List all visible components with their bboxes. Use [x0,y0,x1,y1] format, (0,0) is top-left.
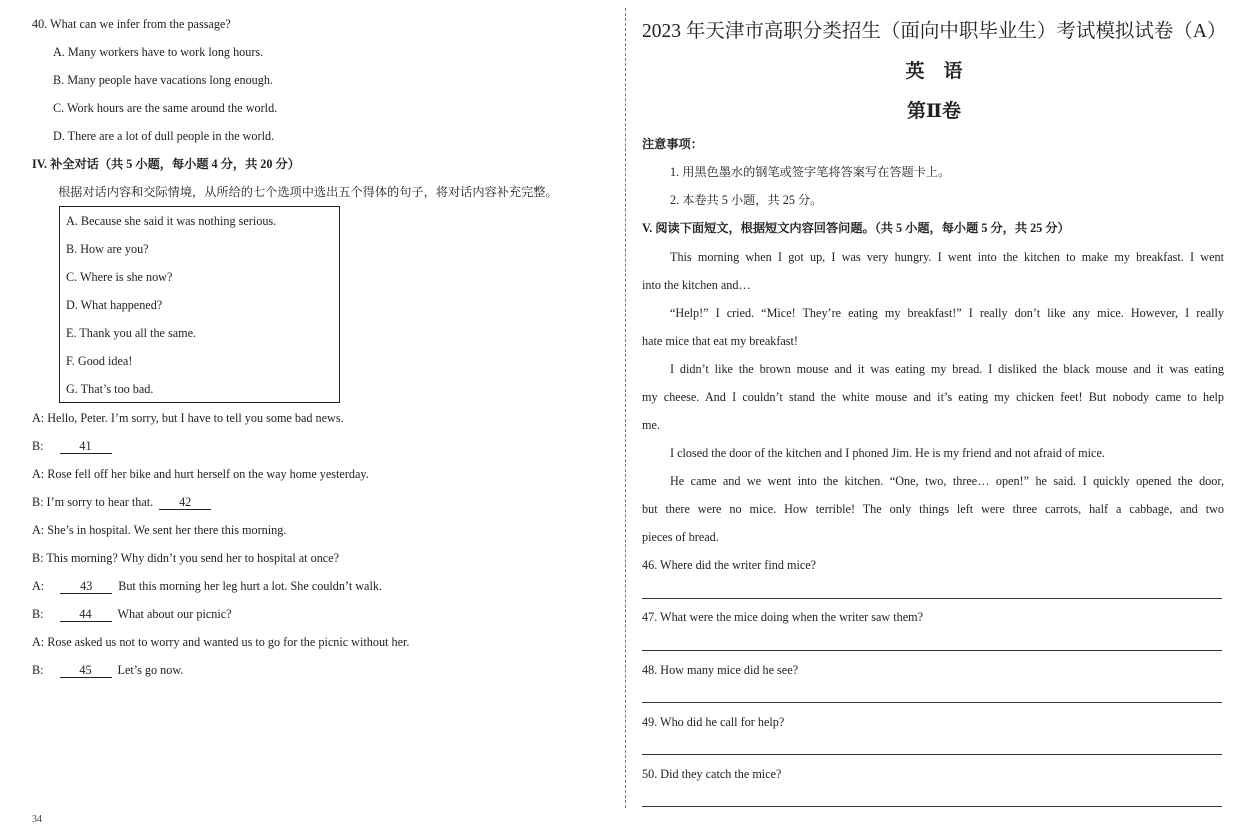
blank-44: 44 [60,607,112,622]
passage-line: I closed the door of the kitchen and I phoned Jim. He is my friend and not afraid of mice. [670,446,1105,460]
passage-line: This morning when I got up, I was very hungry. I went into the kitchen to make my breakfast. I went [670,250,1224,264]
question-48: 48. How many mice did he see? [642,663,799,677]
passage-line: but there were no mice. How terrible! The only things left were three carrots, half a cabbage, and two [642,502,1224,516]
answer-line-49[interactable] [642,754,1222,755]
passage-line: into the kitchen and… [642,278,751,292]
answer-line-50[interactable] [642,806,1222,807]
notice-item: 1. 用黑色墨水的钢笔或签字笔将答案写在答题卡上。 [670,165,951,179]
dialogue-line: B: 41 [32,438,118,454]
question-40-option-d: D. There are a lot of dull people in the world. [53,129,275,143]
notice-title: 注意事项： [642,137,703,151]
dialogue-line: A: 43 But this morning her leg hurt a lot. She couldn’t walk. [32,579,382,593]
choice-e: E. Thank you all the same. [66,326,197,340]
answer-line-47[interactable] [642,650,1222,651]
volume-title: 第Ⅱ卷 [906,101,961,122]
passage-line: my cheese. And I couldn’t stand the white mouse and it’s eating my chicken feet! But nobody came to help [642,390,1224,404]
choice-f: F. Good idea! [66,354,133,368]
passage-line: pieces of bread. [642,530,719,544]
section-4-instruction: 根据对话内容和交际情境，从所给的七个选项中选出五个得体的句子，将对话内容补充完整。 [58,185,558,199]
dialogue-line: A: She’s in hospital. We sent her there this morning. [32,523,287,537]
question-47: 47. What were the mice doing when the writer saw them? [642,610,924,624]
page-divider [625,8,626,808]
dialogue-line: A: Rose fell off her bike and hurt herself on the way home yesterday. [32,467,369,481]
section-5-title: V. 阅读下面短文，根据短文内容回答问题。（共 5 小题，每小题 5 分，共 25 分） [642,221,1070,235]
passage-line: me. [642,418,660,432]
dialogue-line: B: I’m sorry to hear that. 42 [32,494,217,510]
dialogue-line: B: This morning? Why didn’t you send her to hospital at once? [32,551,340,565]
passage-line: hate mice that eat my breakfast! [642,334,798,348]
choice-g: G. That’s too bad. [66,382,154,396]
blank-43: 43 [60,579,112,594]
answer-line-46[interactable] [642,598,1222,599]
passage-line: I didn’t like the brown mouse and it was eating my bread. I disliked the black mouse and it was eating [670,362,1224,376]
passage-line: “Help!” I cried. “Mice! They’re eating my breakfast!” I really don’t like any mice. However, I really [670,306,1224,320]
blank-41: 41 [60,439,112,454]
dialogue-line: B: 45 Let’s go now. [32,663,184,677]
notice-item: 2. 本卷共 5 小题，共 25 分。 [670,193,823,207]
choice-d: D. What happened? [66,298,163,312]
subject-title: 英 语 [905,61,963,82]
dialogue-line: B: 44 What about our picnic? [32,607,232,621]
question-40-option-b: B. Many people have vacations long enough. [53,73,273,87]
choice-a: A. Because she said it was nothing serious. [66,214,277,228]
dialogue-line: A: Rose asked us not to worry and wanted us to go for the picnic without her. [32,635,410,649]
passage-line: He came and we went into the kitchen. “One, two, three… open!” he said. I quickly opened the door, [670,474,1224,488]
question-40-stem: 40. What can we infer from the passage? [32,17,231,31]
question-40-option-a: A. Many workers have to work long hours. [53,45,264,59]
answer-line-48[interactable] [642,702,1222,703]
question-46: 46. Where did the writer find mice? [642,558,817,572]
choice-b: B. How are you? [66,242,149,256]
page-number: 34 [32,814,42,825]
section-4-title: IV. 补全对话（共 5 小题，每小题 4 分，共 20 分） [32,157,300,171]
choice-c: C. Where is she now? [66,270,173,284]
question-49: 49. Who did he call for help? [642,715,785,729]
exam-title: 2023 年天津市高职分类招生（面向中职毕业生）考试模拟试卷（A） [642,21,1227,42]
dialogue-line: A: Hello, Peter. I’m sorry, but I have to tell you some bad news. [32,411,344,425]
question-40-option-c: C. Work hours are the same around the world. [53,101,278,115]
blank-45: 45 [60,663,112,678]
blank-42: 42 [159,495,211,510]
question-50: 50. Did they catch the mice? [642,767,782,781]
